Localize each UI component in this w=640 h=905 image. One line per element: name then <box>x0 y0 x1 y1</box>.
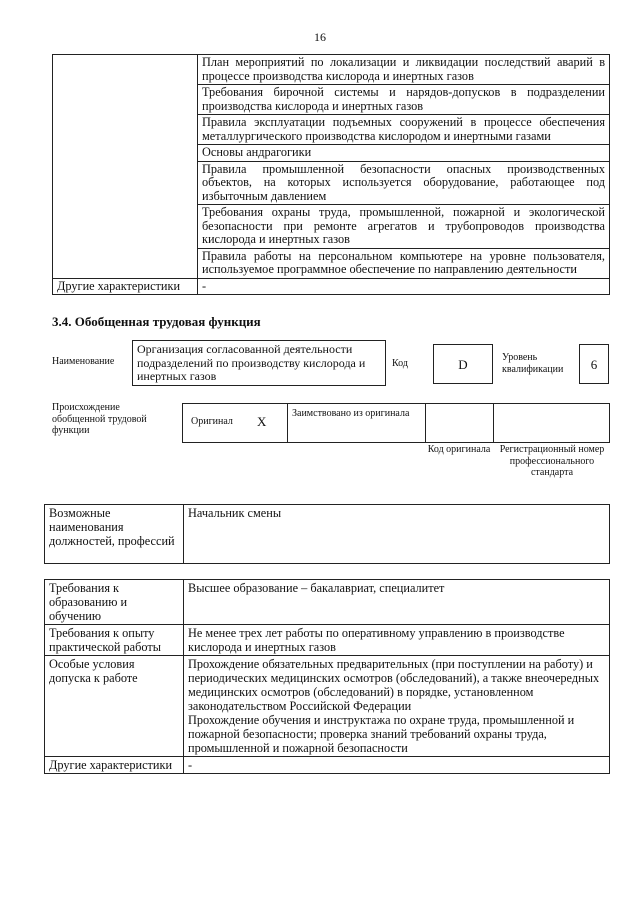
knowledge-item: Основы андрагогики <box>198 145 610 162</box>
name-value: Организация согласованной деятельности подразделений по производству кислорода и инертных газов <box>132 340 386 386</box>
original-label: Оригинал <box>191 416 233 427</box>
reg-number-caption: Регистрационный номер профессионального стандарта <box>499 444 605 478</box>
borrowed-label: Заимствовано из оригинала <box>292 408 410 419</box>
admission-paragraph: Прохождение обязательных предварительных (при поступлении на работу) и периодических медицинских осмотров (обследований), а также внеочередных медицинских осмотров (обследований) в порядке, установленном законодательством Российской Федерации <box>188 657 600 713</box>
experience-value: Не менее трех лет работы по оперативному управлению в производстве кислорода и инертных газов <box>184 625 610 656</box>
code-original-caption: Код оригинала <box>427 444 491 455</box>
page-number: 16 <box>314 30 326 44</box>
knowledge-item: Требования бирочной системы и нарядов-допусков в подразделении производства кислорода и инертных газов <box>198 85 610 115</box>
code-value: D <box>433 344 493 384</box>
admission-label: Особые условия допуска к работе <box>45 656 184 757</box>
origin-box <box>182 403 610 443</box>
original-mark: X <box>257 414 267 429</box>
table-row <box>45 656 610 757</box>
other-label: Другие характеристики <box>45 757 184 774</box>
table-row <box>45 625 610 656</box>
requirements-table <box>44 579 610 774</box>
positions-value: Начальник смены <box>184 505 610 564</box>
knowledge-item: Правила промышленной безопасности опасных производственных объектов, на которых используется оборудование, работающее под избыточным давлением <box>198 161 610 205</box>
other-characteristics-value: - <box>198 278 610 295</box>
table-row <box>45 757 610 774</box>
knowledge-item: Требования охраны труда, промышленной, пожарной и экологической безопасности при ремонте агрегатов и трубопроводов производства кислорода и инертных газов <box>198 205 610 249</box>
origin-label: Происхождение обобщенной трудовой функции <box>52 402 147 436</box>
positions-table <box>44 504 610 564</box>
level-label: Уровень квалификации <box>502 352 564 375</box>
divider <box>425 404 426 442</box>
experience-label: Требования к опыту практической работы <box>45 625 184 656</box>
section-title: 3.4. Обобщенная трудовая функция <box>52 314 261 329</box>
table-row <box>45 505 610 564</box>
table-row <box>45 580 610 625</box>
knowledge-table <box>52 54 610 295</box>
name-label: Наименование <box>52 356 115 367</box>
other-value: - <box>184 757 610 774</box>
other-characteristics-label: Другие характеристики <box>53 278 198 295</box>
knowledge-item: Правила работы на персональном компьютере на уровне пользователя, используемое программное обеспечение по направлению деятельности <box>198 248 610 278</box>
knowledge-item: Правила эксплуатации подъемных сооружений в процессе обеспечения металлургического производства кислородом и инертными газами <box>198 115 610 145</box>
table-row <box>53 55 610 85</box>
education-label: Требования к образованию и обучению <box>45 580 184 625</box>
admission-value <box>184 656 610 757</box>
knowledge-item: План мероприятий по локализации и ликвидации последствий аварий в процессе производства кислорода и инертных газов <box>198 55 610 85</box>
table-cell-empty <box>53 55 198 279</box>
code-label: Код <box>392 358 408 369</box>
level-value: 6 <box>579 344 609 384</box>
divider <box>493 404 494 442</box>
table-row <box>53 278 610 295</box>
education-value: Высшее образование – бакалавриат, специалитет <box>184 580 610 625</box>
admission-paragraph: Прохождение обучения и инструктажа по охране труда, промышленной и пожарной безопасности; проверка знаний требований охраны труда, промышленной и пожарной безопасности <box>188 713 575 755</box>
positions-label: Возможные наименования должностей, профессий <box>45 505 184 564</box>
divider <box>287 404 288 442</box>
